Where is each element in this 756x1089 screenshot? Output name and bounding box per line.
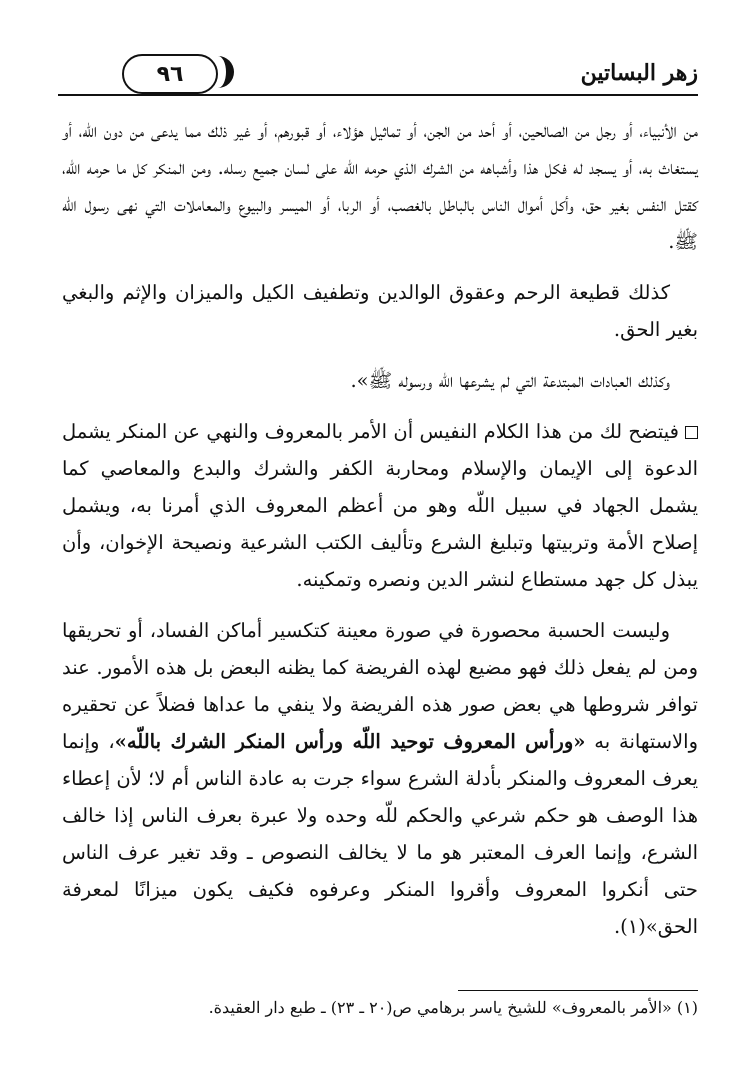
paragraph-text: كذلك قطيعة الرحم وعقوق الوالدين وتطفيف الكيل والميزان والإثم والبغي بغير الحق.: [62, 281, 698, 341]
page-number-badge: [122, 54, 218, 94]
paragraph-text: من الأنبياء، أو رجل من الصالحين، أو أحد من الجن، أو تماثيل هؤلاء، أو قبورهم، أو غير ذلك مما يدعى من دون اللّه، أو يستغاث به، أو يسجد له فكل هذا وأشباهه من الشرك الذي حرمه اللّه على لسان جميع رسله. ومن المنكر كل ما حرمه اللّه، كقتل النفس بغير حق، وأكل أموال الناس بالباطل بالغصب، أو الربا، أو الميسر والبيوع والمعاملات التي نهى رسول اللّه ﷺ.: [62, 119, 698, 253]
running-title: زهر البساتين: [580, 60, 698, 86]
paragraph-3: [62, 362, 698, 399]
bold-quote: «ورأس المعروف توحيد اللّه ورأس المنكر الشرك باللّه»: [114, 730, 586, 753]
paragraph-text: وليست الحسبة محصورة في صورة معينة كتكسير أماكن الفساد، أو تحريقها ومن لم يفعل ذلك فهو مضيع لهذه الفريضة كما يظنه البعض بل هذه الأمور. عند توافر شروطها هي بعض صور هذه الفريضة ولا ينفي ما عداها فضلاً عن تحقيره والاستهانة به: [62, 619, 698, 753]
paragraph-2: [62, 274, 698, 348]
footnote-rule: [458, 990, 698, 991]
paragraph-text: ، وإنما يعرف المعروف والمنكر بأدلة الشرع سواء جرت به عادة الناس أم لا؛ لأن إعطاء هذا الوصف هو حكم شرعي والحكم للّه وحده ولا عبرة بعرف الناس إذا خالف الشرع، وإنما العرف المعتبر هو ما لا يخالف النصوص ـ وقد تغير عرف الناس حتى أنكروا المعروف وأقروا المنكر وعرفوه فكيف يكون ميزانًا لمعرفة الحق»(١).: [62, 730, 698, 938]
paragraph-text: فيتضح لك من هذا الكلام النفيس أن الأمر بالمعروف والنهي عن المنكر يشمل الدعوة إلى الإيمان والإسلام ومحاربة الكفر والشرك والبدع والمعاصي كما يشمل الجهاد في سبيل اللّه وهو من أعظم المعروف الذي أمرنا به، ويشمل إصلاح الأمة وتربيتها وتبليغ الشرع وتأليف الكتب الشرعية ونصيحة الإخوان، وأن يبذل كل جهد مستطاع لنشر الدين ونصره وتمكينه.: [62, 420, 698, 591]
page-header: [58, 52, 698, 96]
paragraph-1: [62, 112, 698, 260]
paragraph-4: [62, 413, 698, 598]
paragraph-text: وكذلك العبادات المبتدعة التي لم يشرعها اللّه ورسوله ﷺ».: [350, 369, 670, 392]
page-body: [62, 112, 698, 959]
box-bullet-icon: [685, 426, 698, 439]
page-number: ٩٦: [156, 61, 184, 87]
footnote: (١) «الأمر بالمعروف» للشيخ ياسر برهامي ص(٢٠ ـ ٢٣) ـ طبع دار العقيدة.: [208, 998, 698, 1017]
header-rule: [58, 94, 698, 96]
paragraph-5: [62, 612, 698, 945]
